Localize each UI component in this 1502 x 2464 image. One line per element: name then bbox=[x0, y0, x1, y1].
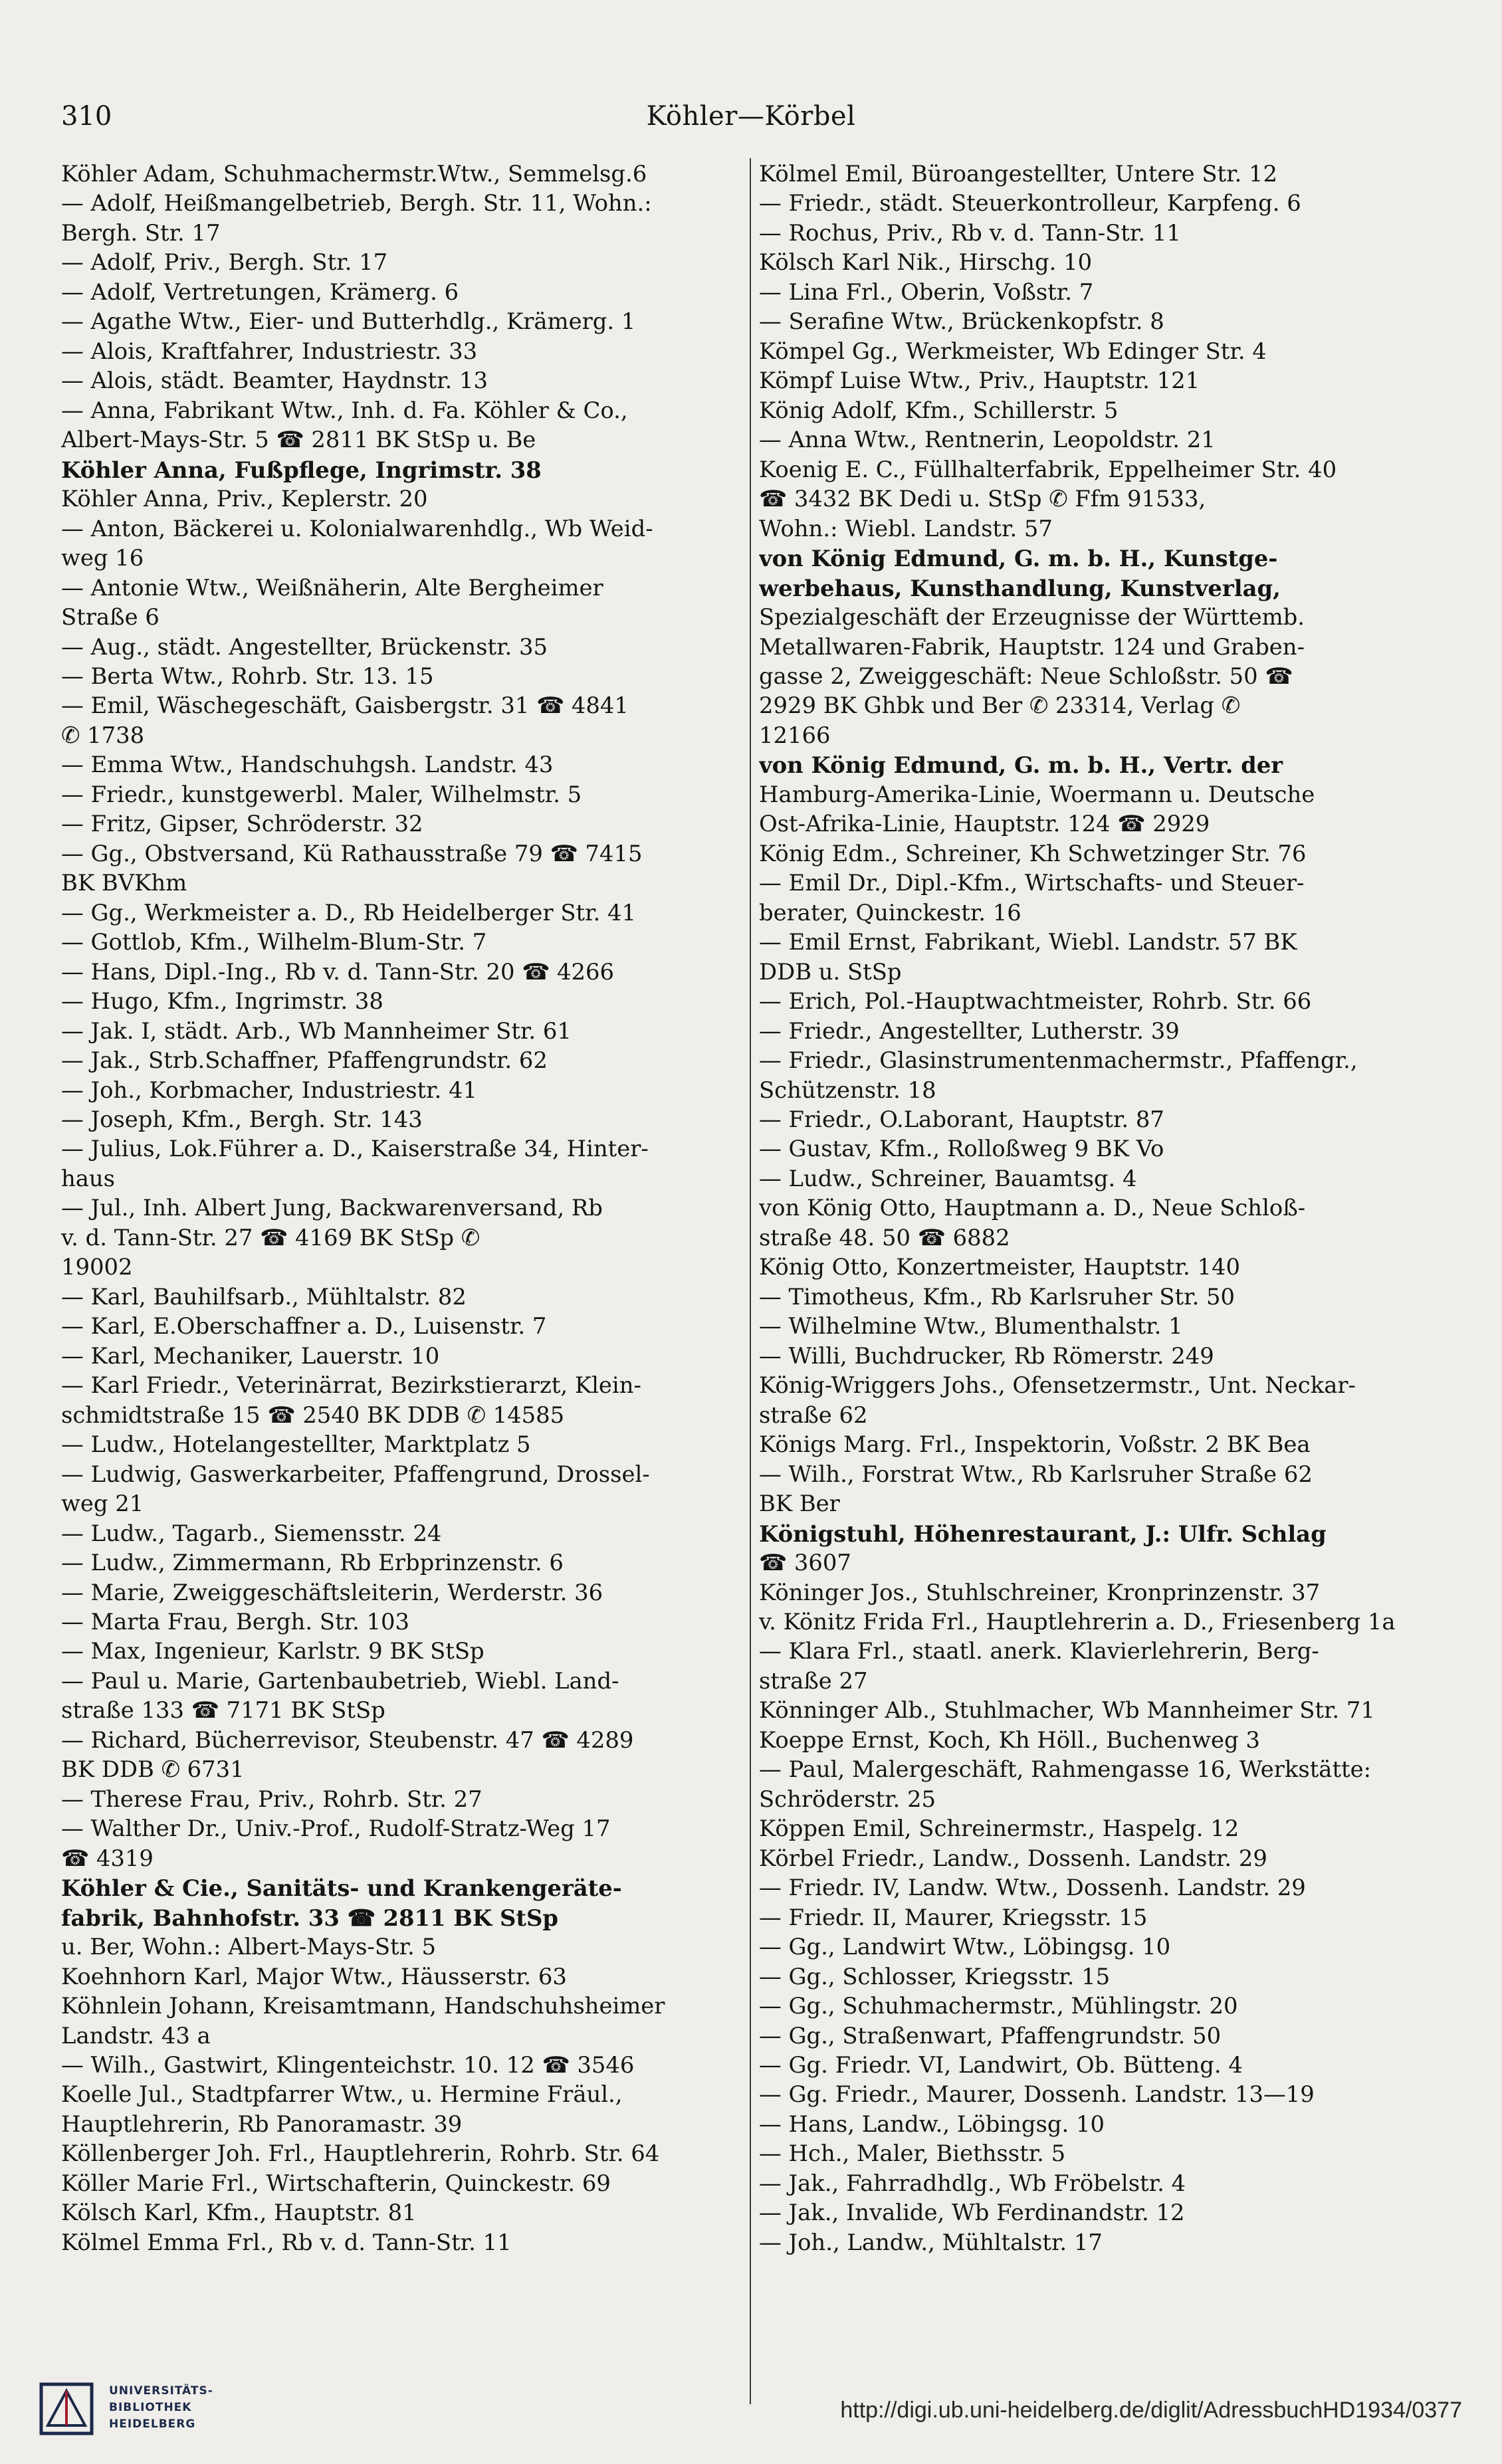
directory-line: — Rochus, Priv., Rb v. d. Tann-Str. 11 bbox=[759, 219, 1181, 246]
directory-line: Metallwaren-Fabrik, Hauptstr. 124 und Graben- bbox=[759, 633, 1305, 660]
directory-line: — Paul u. Marie, Gartenbaubetrieb, Wiebl. Land- bbox=[61, 1667, 619, 1694]
directory-line: — Gustav, Kfm., Rolloßweg 9 BK Vo bbox=[759, 1136, 1164, 1162]
running-head: Köhler—Körbel bbox=[646, 101, 856, 132]
directory-line: — Marta Frau, Bergh. Str. 103 bbox=[61, 1608, 409, 1635]
directory-line: — Jak. I, städt. Arb., Wb Mannheimer Str. 61 bbox=[61, 1017, 572, 1044]
directory-line: Koenig E. C., Füllhalterfabrik, Eppelheimer Str. 40 bbox=[759, 456, 1337, 482]
directory-line: — Friedr., städt. Steuerkontrolleur, Karpfeng. 6 bbox=[759, 190, 1301, 217]
library-seal-icon bbox=[35, 2379, 98, 2439]
directory-line: — Friedr., kunstgewerbl. Maler, Wilhelmstr. 5 bbox=[61, 781, 582, 807]
directory-line: Köllenberger Joh. Frl., Hauptlehrerin, Rohrb. Str. 64 bbox=[61, 2140, 660, 2167]
directory-line: — Adolf, Vertretungen, Krämerg. 6 bbox=[61, 278, 459, 305]
directory-line: Hauptlehrerin, Rb Panoramastr. 39 bbox=[61, 2110, 463, 2137]
directory-line: — Jul., Inh. Albert Jung, Backwarenversand, Rb bbox=[61, 1195, 603, 1221]
directory-line: Hamburg-Amerika-Linie, Woermann u. Deutsche bbox=[759, 781, 1315, 807]
directory-line: Straße 6 bbox=[61, 604, 160, 631]
directory-line: — Karl Friedr., Veterinärrat, Bezirkstierarzt, Klein- bbox=[61, 1372, 641, 1399]
directory-line: weg 21 bbox=[61, 1490, 144, 1517]
directory-line: Köninger Jos., Stuhlschreiner, Kronprinzenstr. 37 bbox=[759, 1579, 1321, 1605]
left-column bbox=[61, 159, 739, 2257]
directory-line: Wohn.: Wiebl. Landstr. 57 bbox=[759, 515, 1053, 542]
directory-line: — Julius, Lok.Führer a. D., Kaiserstraße 34, Hinter- bbox=[61, 1136, 649, 1162]
directory-line: Bergh. Str. 17 bbox=[61, 219, 221, 246]
library-name-line: BIBLIOTHEK bbox=[109, 2401, 192, 2414]
directory-line: — Hugo, Kfm., Ingrimstr. 38 bbox=[61, 988, 383, 1015]
directory-line: — Therese Frau, Priv., Rohrb. Str. 27 bbox=[61, 1786, 483, 1812]
page-header bbox=[0, 96, 1502, 150]
directory-line: — Gg., Schlosser, Kriegsstr. 15 bbox=[759, 1963, 1111, 1990]
directory-line: Königs Marg. Frl., Inspektorin, Voßstr. 2 BK Bea bbox=[759, 1431, 1311, 1458]
directory-line: v. d. Tann-Str. 27 ☎ 4169 BK StSp ✆ bbox=[61, 1224, 481, 1251]
directory-line: — Friedr., Glasinstrumentenmachermstr., Pfaffengr., bbox=[759, 1047, 1358, 1074]
directory-line: — Gottlob, Kfm., Wilhelm-Blum-Str. 7 bbox=[61, 929, 487, 956]
directory-line: — Fritz, Gipser, Schröderstr. 32 bbox=[61, 811, 423, 837]
directory-line: — Emil Ernst, Fabrikant, Wiebl. Landstr. 57 BK bbox=[759, 929, 1297, 956]
directory-line: gasse 2, Zweiggeschäft: Neue Schloßstr. 50 ☎ bbox=[759, 663, 1293, 689]
library-name bbox=[109, 2383, 213, 2433]
directory-line: BK BVKhm bbox=[61, 870, 187, 896]
directory-line: Kölmel Emil, Büroangestellter, Untere Str. 12 bbox=[759, 161, 1278, 187]
directory-line: Kölmel Emma Frl., Rb v. d. Tann-Str. 11 bbox=[61, 2229, 512, 2255]
directory-line: ✆ 1738 bbox=[61, 722, 145, 748]
directory-line: — Jak., Fahrradhdlg., Wb Fröbelstr. 4 bbox=[759, 2170, 1186, 2196]
directory-line: — Alois, städt. Beamter, Haydnstr. 13 bbox=[61, 367, 488, 394]
directory-line: haus bbox=[61, 1165, 116, 1191]
directory-line: — Gg., Obstversand, Kü Rathausstraße 79 ☎ 7415 bbox=[61, 840, 643, 867]
directory-line: — Joh., Landw., Mühltalstr. 17 bbox=[759, 2229, 1103, 2255]
directory-line: König Edm., Schreiner, Kh Schwetzinger Str. 76 bbox=[759, 840, 1307, 867]
directory-line: — Ludw., Schreiner, Bauamtsg. 4 bbox=[759, 1165, 1137, 1191]
directory-line: Albert-Mays-Str. 5 ☎ 2811 BK StSp u. Be bbox=[61, 427, 536, 453]
directory-line: BK DDB ✆ 6731 bbox=[61, 1756, 245, 1783]
directory-line: straße 133 ☎ 7171 BK StSp bbox=[61, 1697, 385, 1724]
directory-line: Kölsch Karl Nik., Hirschg. 10 bbox=[759, 249, 1093, 276]
directory-line: von König Edmund, G. m. b. H., Vertr. der bbox=[759, 752, 1283, 779]
directory-line: — Wilhelmine Wtw., Blumenthalstr. 1 bbox=[759, 1313, 1183, 1340]
directory-line: König Adolf, Kfm., Schillerstr. 5 bbox=[759, 397, 1119, 423]
directory-line: — Jak., Invalide, Wb Ferdinandstr. 12 bbox=[759, 2200, 1185, 2226]
directory-line: Köhnlein Johann, Kreisamtmann, Handschuhsheimer bbox=[61, 1993, 665, 2019]
directory-line: — Karl, Mechaniker, Lauerstr. 10 bbox=[61, 1342, 440, 1369]
directory-line: König-Wriggers Johs., Ofensetzermstr., Unt. Neckar- bbox=[759, 1372, 1356, 1399]
source-url[interactable]: http://digi.ub.uni-heidelberg.de/diglit/AdressbuchHD1934/0377 bbox=[840, 2398, 1462, 2423]
directory-line: — Marie, Zweiggeschäftsleiterin, Werderstr. 36 bbox=[61, 1579, 603, 1605]
directory-line: — Anna, Fabrikant Wtw., Inh. d. Fa. Köhler & Co., bbox=[61, 397, 628, 423]
directory-line: — Hans, Landw., Löbingsg. 10 bbox=[759, 2110, 1105, 2137]
directory-line: ☎ 4319 bbox=[61, 1845, 154, 1871]
directory-line: u. Ber, Wohn.: Albert-Mays-Str. 5 bbox=[61, 1934, 437, 1960]
directory-line: Ost-Afrika-Linie, Hauptstr. 124 ☎ 2929 bbox=[759, 811, 1210, 837]
directory-line: — Emil, Wäschegeschäft, Gaisbergstr. 31 ☎ 4841 bbox=[61, 692, 629, 719]
directory-line: Schröderstr. 25 bbox=[759, 1786, 936, 1812]
directory-line: — Ludw., Tagarb., Siemensstr. 24 bbox=[61, 1520, 442, 1546]
directory-line: — Emma Wtw., Handschuhgsh. Landstr. 43 bbox=[61, 752, 554, 778]
directory-line: von König Edmund, G. m. b. H., Kunstge- bbox=[759, 545, 1278, 572]
directory-line: — Willi, Buchdrucker, Rb Römerstr. 249 bbox=[759, 1342, 1214, 1369]
directory-line: fabrik, Bahnhofstr. 33 ☎ 2811 BK StSp bbox=[61, 1904, 559, 1931]
directory-line: — Karl, E.Oberschaffner a. D., Luisenstr. 7 bbox=[61, 1313, 547, 1340]
directory-line: von König Otto, Hauptmann a. D., Neue Schloß- bbox=[759, 1195, 1306, 1221]
directory-line: ☎ 3607 bbox=[759, 1550, 851, 1576]
directory-line: Koelle Jul., Stadtpfarrer Wtw., u. Hermine Fräul., bbox=[61, 2081, 623, 2108]
directory-line: berater, Quinckestr. 16 bbox=[759, 899, 1021, 926]
directory-line: — Friedr. IV, Landw. Wtw., Dossenh. Landstr. 29 bbox=[759, 1875, 1306, 1901]
library-logo[interactable] bbox=[35, 2379, 254, 2439]
directory-line: — Ludw., Zimmermann, Rb Erbprinzenstr. 6 bbox=[61, 1550, 564, 1576]
page-number: 310 bbox=[61, 101, 112, 132]
directory-line: — Klara Frl., staatl. anerk. Klavierlehrerin, Berg- bbox=[759, 1638, 1319, 1665]
directory-line: — Gg. Friedr., Maurer, Dossenh. Landstr. 13—19 bbox=[759, 2081, 1315, 2108]
directory-line: Körbel Friedr., Landw., Dossenh. Landstr. 29 bbox=[759, 1845, 1267, 1871]
directory-line: Köhler Anna, Priv., Keplerstr. 20 bbox=[61, 486, 428, 512]
directory-line: — Friedr. II, Maurer, Kriegsstr. 15 bbox=[759, 1904, 1148, 1930]
right-column bbox=[759, 159, 1437, 2257]
directory-line: 2929 BK Ghbk und Ber ✆ 23314, Verlag ✆ bbox=[759, 692, 1241, 719]
directory-line: Landstr. 43 a bbox=[61, 2022, 211, 2049]
directory-line: — Richard, Bücherrevisor, Steubenstr. 47 ☎ 4289 bbox=[61, 1726, 634, 1753]
directory-line: — Gg., Straßenwart, Pfaffengrundstr. 50 bbox=[759, 2022, 1222, 2049]
directory-line: Kölsch Karl, Kfm., Hauptstr. 81 bbox=[61, 2200, 417, 2226]
directory-line: — Gg., Schuhmachermstr., Mühlingstr. 20 bbox=[759, 1993, 1238, 2019]
directory-line: DDB u. StSp bbox=[759, 958, 902, 985]
directory-line: Köller Marie Frl., Wirtschafterin, Quinckestr. 69 bbox=[61, 2170, 611, 2196]
directory-line: — Friedr., Angestellter, Lutherstr. 39 bbox=[759, 1017, 1180, 1044]
directory-line: Schützenstr. 18 bbox=[759, 1077, 936, 1103]
directory-line: Spezialgeschäft der Erzeugnisse der Württemb. bbox=[759, 604, 1305, 631]
directory-line: Koehnhorn Karl, Major Wtw., Häusserstr. 63 bbox=[61, 1963, 567, 1990]
directory-line: — Ludwig, Gaswerkarbeiter, Pfaffengrund, Drossel- bbox=[61, 1461, 650, 1487]
directory-line: — Joh., Korbmacher, Industriestr. 41 bbox=[61, 1077, 478, 1103]
directory-line: — Hch., Maler, Biethsstr. 5 bbox=[759, 2140, 1066, 2167]
directory-line: — Joseph, Kfm., Bergh. Str. 143 bbox=[61, 1106, 423, 1132]
library-name-line: HEIDELBERG bbox=[109, 2417, 196, 2431]
directory-line: — Gg. Friedr. VI, Landwirt, Ob. Bütteng. 4 bbox=[759, 2052, 1243, 2078]
directory-line: straße 48. 50 ☎ 6882 bbox=[759, 1224, 1010, 1251]
directory-line: — Max, Ingenieur, Karlstr. 9 BK StSp bbox=[61, 1638, 484, 1665]
directory-line: — Adolf, Priv., Bergh. Str. 17 bbox=[61, 249, 388, 276]
directory-line: Königstuhl, Höhenrestaurant, J.: Ulfr. Schlag bbox=[759, 1520, 1327, 1547]
directory-line: — Wilh., Gastwirt, Klingenteichstr. 10. 12 ☎ 3546 bbox=[61, 2052, 635, 2078]
directory-line: — Alois, Kraftfahrer, Industriestr. 33 bbox=[61, 338, 478, 364]
directory-line: Köhler Anna, Fußpflege, Ingrimstr. 38 bbox=[61, 456, 542, 483]
directory-line: werbehaus, Kunsthandlung, Kunstverlag, bbox=[759, 574, 1281, 601]
directory-line: v. Könitz Frida Frl., Hauptlehrerin a. D., Friesenberg 1a bbox=[759, 1608, 1396, 1635]
directory-line: — Hans, Dipl.-Ing., Rb v. d. Tann-Str. 20 ☎ 4266 bbox=[61, 958, 615, 985]
directory-line: — Karl, Bauhilfsarb., Mühltalstr. 82 bbox=[61, 1283, 467, 1310]
directory-line: — Friedr., O.Laborant, Hauptstr. 87 bbox=[759, 1106, 1164, 1132]
directory-line: Koeppe Ernst, Koch, Kh Höll., Buchenweg 3 bbox=[759, 1726, 1260, 1753]
directory-line: — Adolf, Heißmangelbetrieb, Bergh. Str. 11, Wohn.: bbox=[61, 190, 652, 217]
directory-line: — Agathe Wtw., Eier- und Butterhdlg., Krämerg. 1 bbox=[61, 308, 636, 335]
directory-line: — Walther Dr., Univ.-Prof., Rudolf-Stratz-Weg 17 bbox=[61, 1815, 611, 1842]
directory-line: — Wilh., Forstrat Wtw., Rb Karlsruher Straße 62 bbox=[759, 1461, 1313, 1487]
directory-line: — Jak., Strb.Schaffner, Pfaffengrundstr. 62 bbox=[61, 1047, 548, 1074]
directory-line: — Gg., Werkmeister a. D., Rb Heidelberger Str. 41 bbox=[61, 899, 637, 926]
directory-line: — Antonie Wtw., Weißnäherin, Alte Bergheimer bbox=[61, 574, 603, 601]
directory-line: — Anna Wtw., Rentnerin, Leopoldstr. 21 bbox=[759, 427, 1216, 453]
directory-line: — Berta Wtw., Rohrb. Str. 13. 15 bbox=[61, 663, 434, 689]
directory-line: schmidtstraße 15 ☎ 2540 BK DDB ✆ 14585 bbox=[61, 1401, 565, 1428]
directory-line: — Timotheus, Kfm., Rb Karlsruher Str. 50 bbox=[759, 1283, 1235, 1310]
directory-line: — Serafine Wtw., Brückenkopfstr. 8 bbox=[759, 308, 1164, 335]
directory-line: 19002 bbox=[61, 1254, 133, 1281]
directory-line: — Ludw., Hotelangestellter, Marktplatz 5 bbox=[61, 1431, 531, 1458]
directory-line: — Anton, Bäckerei u. Kolonialwarenhdlg., Wb Weid- bbox=[61, 515, 653, 542]
directory-line: ☎ 3432 BK Dedi u. StSp ✆ Ffm 91533, bbox=[759, 486, 1206, 512]
directory-line: Kömpf Luise Wtw., Priv., Hauptstr. 121 bbox=[759, 367, 1200, 394]
directory-line: — Emil Dr., Dipl.-Kfm., Wirtschafts- und Steuer- bbox=[759, 870, 1305, 896]
directory-line: — Lina Frl., Oberin, Voßstr. 7 bbox=[759, 278, 1094, 305]
directory-line: Köhler & Cie., Sanitäts- und Krankengeräte- bbox=[61, 1875, 622, 1902]
directory-line: Könninger Alb., Stuhlmacher, Wb Mannheimer Str. 71 bbox=[759, 1697, 1375, 1724]
column-divider bbox=[750, 158, 751, 2404]
directory-line: — Aug., städt. Angestellter, Brückenstr. 35 bbox=[61, 633, 548, 660]
directory-line: — Paul, Malergeschäft, Rahmengasse 16, Werkstätte: bbox=[759, 1756, 1371, 1783]
directory-line: 12166 bbox=[759, 722, 831, 748]
directory-line: Köhler Adam, Schuhmachermstr.Wtw., Semmelsg.6 bbox=[61, 161, 647, 187]
directory-line: BK Ber bbox=[759, 1490, 840, 1517]
directory-line: straße 62 bbox=[759, 1401, 868, 1428]
directory-line: Kömpel Gg., Werkmeister, Wb Edinger Str. 4 bbox=[759, 338, 1267, 364]
library-name-line: UNIVERSITÄTS- bbox=[109, 2384, 213, 2398]
directory-line: König Otto, Konzertmeister, Hauptstr. 140 bbox=[759, 1254, 1241, 1281]
directory-line: weg 16 bbox=[61, 545, 144, 571]
directory-line: straße 27 bbox=[759, 1667, 868, 1694]
directory-line: — Erich, Pol.-Hauptwachtmeister, Rohrb. Str. 66 bbox=[759, 988, 1312, 1015]
directory-line: Köppen Emil, Schreinermstr., Haspelg. 12 bbox=[759, 1815, 1239, 1842]
directory-line: — Gg., Landwirt Wtw., Löbingsg. 10 bbox=[759, 1934, 1171, 1960]
